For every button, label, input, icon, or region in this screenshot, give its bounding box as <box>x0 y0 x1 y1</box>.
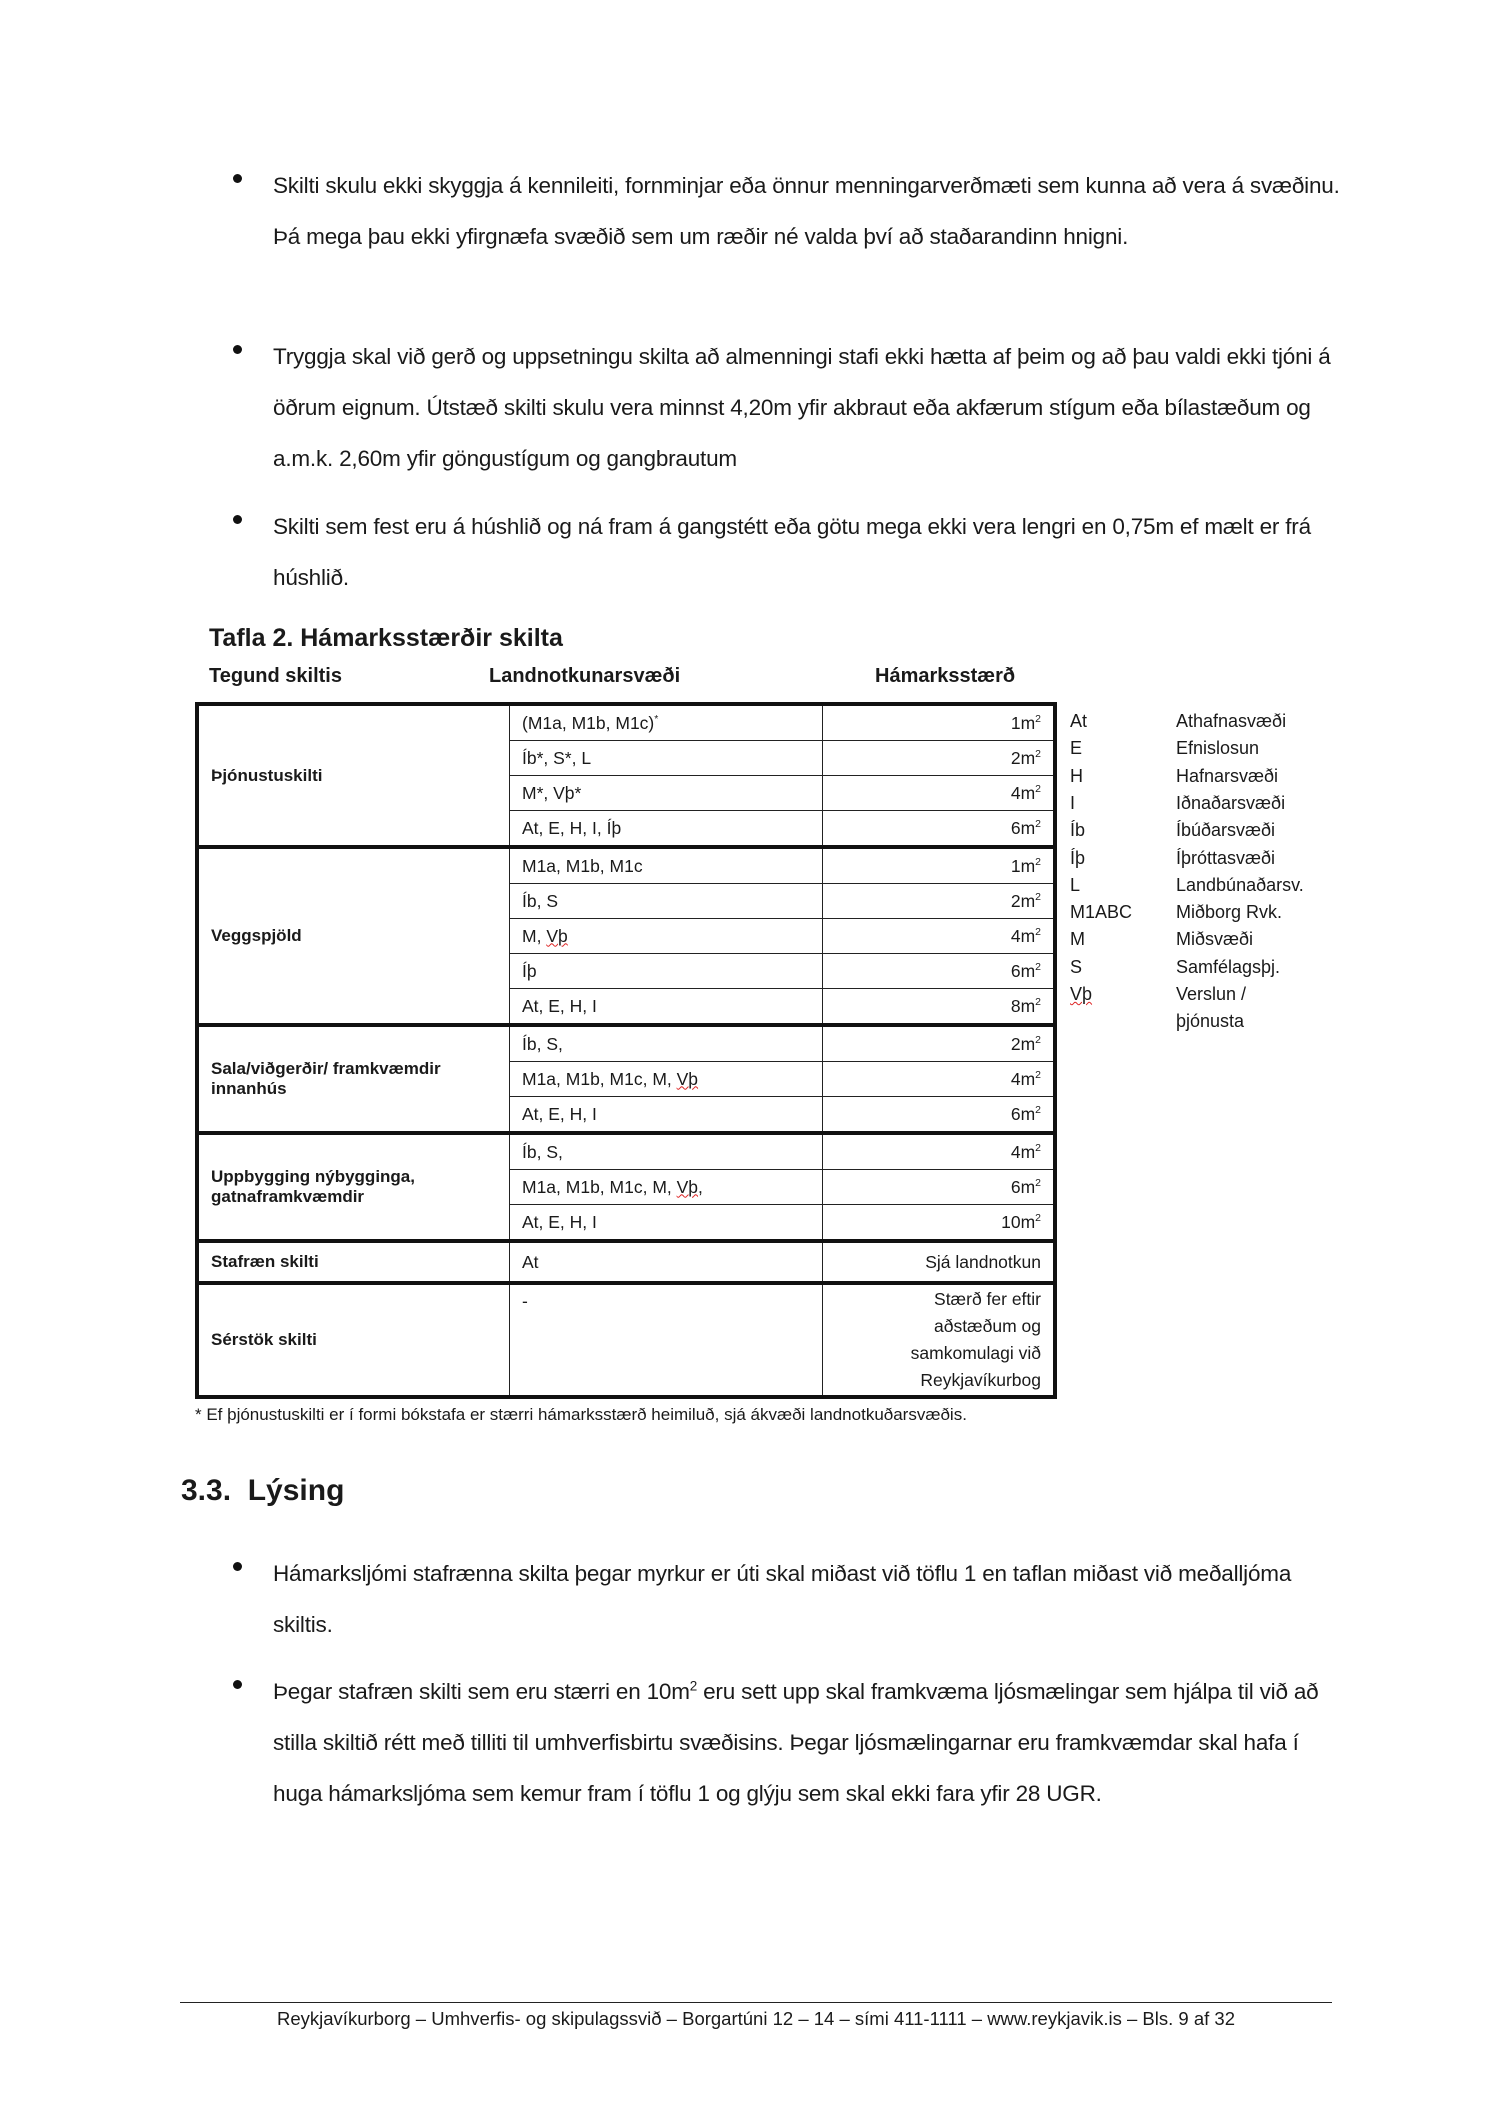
legend-meaning: Landbúnaðarsv. <box>1176 874 1304 895</box>
legend-abbreviation: At <box>1070 711 1088 731</box>
zone-cell: M1a, M1b, M1c <box>510 847 823 884</box>
table-row <box>197 1283 1055 1397</box>
table-row <box>197 1025 1055 1062</box>
legend-meaning: Athafnasvæði <box>1176 711 1287 731</box>
footer-divider <box>180 2002 1332 2003</box>
column-header: Hámarksstærð <box>875 665 1016 687</box>
bullet-text: Skilti sem fest eru á húshlið og ná fram á gangstétt eða götu mega ekki vera lengri en 0,75m ef mælt er frá húshlið. <box>273 514 1311 590</box>
table-row <box>197 1133 1055 1170</box>
max-size-cell: Sjá landnotkun <box>823 1241 1056 1283</box>
table-row <box>197 847 1055 884</box>
table-footnote: * Ef þjónustuskilti er í formi bókstafa er stærri hámarksstærð heimiluð, sjá ákvæði landnotkuðarsvæðis. <box>195 1405 967 1424</box>
bullet-icon <box>233 515 242 524</box>
zone-cell: At, E, H, I <box>510 989 823 1026</box>
max-size-cell: $4m^2$ <box>823 1133 1056 1170</box>
legend-meaning: Samfélagsþj. <box>1176 956 1281 977</box>
legend-abbreviation: M <box>1070 929 1085 950</box>
section-number: 3.3. <box>181 1474 232 1507</box>
max-size-cell: $8m^2$ <box>823 989 1056 1026</box>
legend-abbreviation: L <box>1070 874 1081 895</box>
bullet-text: Tryggja skal við gerð og uppsetningu skilta að almenningi stafi ekki hætta af þeim og að þau valdi ekki tjóni á öðrum eignum. Útstæð skilti skulu vera minnst 4,20m yfir akbraut eða akfærum stígum eða bílastæðum og a.m.k. 2,60m yfir göngustígum og gangbrautum <box>273 344 1331 471</box>
max-size-cell: $6m^2$ <box>823 1097 1056 1134</box>
legend-meaning: Hafnarsvæði <box>1176 765 1279 786</box>
legend-abbreviation: S <box>1070 956 1083 977</box>
zone-cell: Íb, S, <box>510 1025 823 1062</box>
zone-cell: Íb*, S*, L <box>510 741 823 776</box>
max-size-cell: $10m^2$ <box>823 1205 1056 1242</box>
zone-cell: Íb, S, <box>510 1133 823 1170</box>
bullet-text: Hámarksljómi stafrænna skilta þegar myrkur er úti skal miðast við töflu 1 en taflan miðast við meðalljóma skiltis. <box>273 1561 1292 1637</box>
max-size-cell: $4m^2$ <box>823 919 1056 954</box>
legend-abbreviation: Íb <box>1070 820 1086 841</box>
sign-type-cell: Sala/viðgerðir/ framkvæmdir innanhús <box>197 1025 510 1133</box>
bullet-icon <box>233 1680 242 1689</box>
legend-abbreviation: H <box>1070 765 1083 786</box>
max-size-cell: Stærð fer eftir aðstæðum og samkomulagi við Reykjavíkurbog <box>823 1283 1056 1397</box>
section-heading <box>181 1474 344 1508</box>
legend-meaning: Miðsvæði <box>1176 929 1254 950</box>
bullet-icon <box>233 345 242 354</box>
sign-type-cell: Uppbygging nýbygginga, gatnaframkvæmdir <box>197 1133 510 1241</box>
table-title: Tafla 2. Hámarksstærðir skilta <box>209 624 563 652</box>
max-size-cell: $6m^2$ <box>823 811 1056 848</box>
zone-cell: At <box>510 1241 823 1283</box>
max-size-cell: $4m^2$ <box>823 1062 1056 1097</box>
zone-cell: (M1a, M1b, M1c)* <box>510 704 823 741</box>
column-header: Landnotkunarsvæði <box>489 665 681 687</box>
section-title: Lýsing <box>247 1474 345 1507</box>
zone-cell: M, Vþ <box>510 919 823 954</box>
legend-abbreviation: E <box>1070 738 1083 759</box>
legend-abbreviation: Vþ <box>1070 984 1093 1004</box>
legend-abbreviation: M1ABC <box>1070 902 1133 923</box>
table-row <box>197 704 1055 741</box>
max-size-table <box>195 702 1057 1399</box>
max-size-cell: $4m^2$ <box>823 776 1056 811</box>
zone-cell: Íb, S <box>510 884 823 919</box>
zone-cell: M1a, M1b, M1c, M, Vþ, <box>510 1170 823 1205</box>
bullet-text: Skilti skulu ekki skyggja á kennileiti, fornminjar eða önnur menningarverðmæti sem kunna að vera á svæðinu. Þá mega þau ekki yfirgnæfa svæðið sem um ræðir né valda því að staðarandinn hnigni. <box>273 173 1340 249</box>
legend-meaning: Íþróttasvæði <box>1176 847 1276 868</box>
zone-cell: At, E, H, I, Íþ <box>510 811 823 848</box>
max-size-cell: $2m^2$ <box>823 1025 1056 1062</box>
max-size-cell: $1m^2$ <box>823 847 1056 884</box>
max-size-cell: $2m^2$ <box>823 884 1056 919</box>
legend-meaning: Verslun / <box>1176 984 1247 1004</box>
legend-meaning: Miðborg Rvk. <box>1176 902 1283 923</box>
bullet-text: Þegar stafræn skilti sem eru stærri en $10m^2$ eru sett upp skal framkvæma ljósmælingar sem hjálpa til við að stilla skiltið rétt með tilliti til umhverfisbirtu svæðisins. Þegar ljósmælingarnar eru framkvæmdar skal hafa í huga hámarksljóma sem kemur fram í töflu 1 og glýju sem skal ekki fara yfir 28 UGR. <box>273 1678 1319 1806</box>
sign-type-cell: Þjónustuskilti <box>197 704 510 847</box>
sign-type-cell: Stafræn skilti <box>197 1241 510 1283</box>
legend-abbreviation: I <box>1070 792 1076 813</box>
max-size-cell: $6m^2$ <box>823 954 1056 989</box>
zone-cell: Íþ <box>510 954 823 989</box>
legend-meaning: Iðnaðarsvæði <box>1176 792 1286 813</box>
max-size-cell: $1m^2$ <box>823 704 1056 741</box>
zone-cell: M*, Vþ* <box>510 776 823 811</box>
legend-meaning: Íbúðarsvæði <box>1176 820 1276 841</box>
page-footer: Reykjavíkurborg – Umhverfis- og skipulagssvið – Borgartúni 12 – 14 – sími 411-1111 – www.reykjavik.is – Bls. 9 af 32 <box>277 2008 1235 2029</box>
bullet-icon <box>233 174 242 183</box>
bullet-icon <box>233 1562 242 1571</box>
max-size-cell: $2m^2$ <box>823 741 1056 776</box>
max-size-cell: $6m^2$ <box>823 1170 1056 1205</box>
sign-type-cell: Veggspjöld <box>197 847 510 1025</box>
legend-meaning: þjónusta <box>1176 1011 1245 1032</box>
sign-type-cell: Sérstök skilti <box>197 1283 510 1397</box>
column-header: Tegund skiltis <box>209 665 342 687</box>
zone-cell: - <box>510 1283 823 1397</box>
legend-abbreviation: Íþ <box>1070 847 1086 868</box>
zone-cell: At, E, H, I <box>510 1205 823 1242</box>
zone-cell: M1a, M1b, M1c, M, Vþ <box>510 1062 823 1097</box>
table-row <box>197 1241 1055 1283</box>
zone-cell: At, E, H, I <box>510 1097 823 1134</box>
legend-meaning: Efnislosun <box>1176 738 1260 759</box>
